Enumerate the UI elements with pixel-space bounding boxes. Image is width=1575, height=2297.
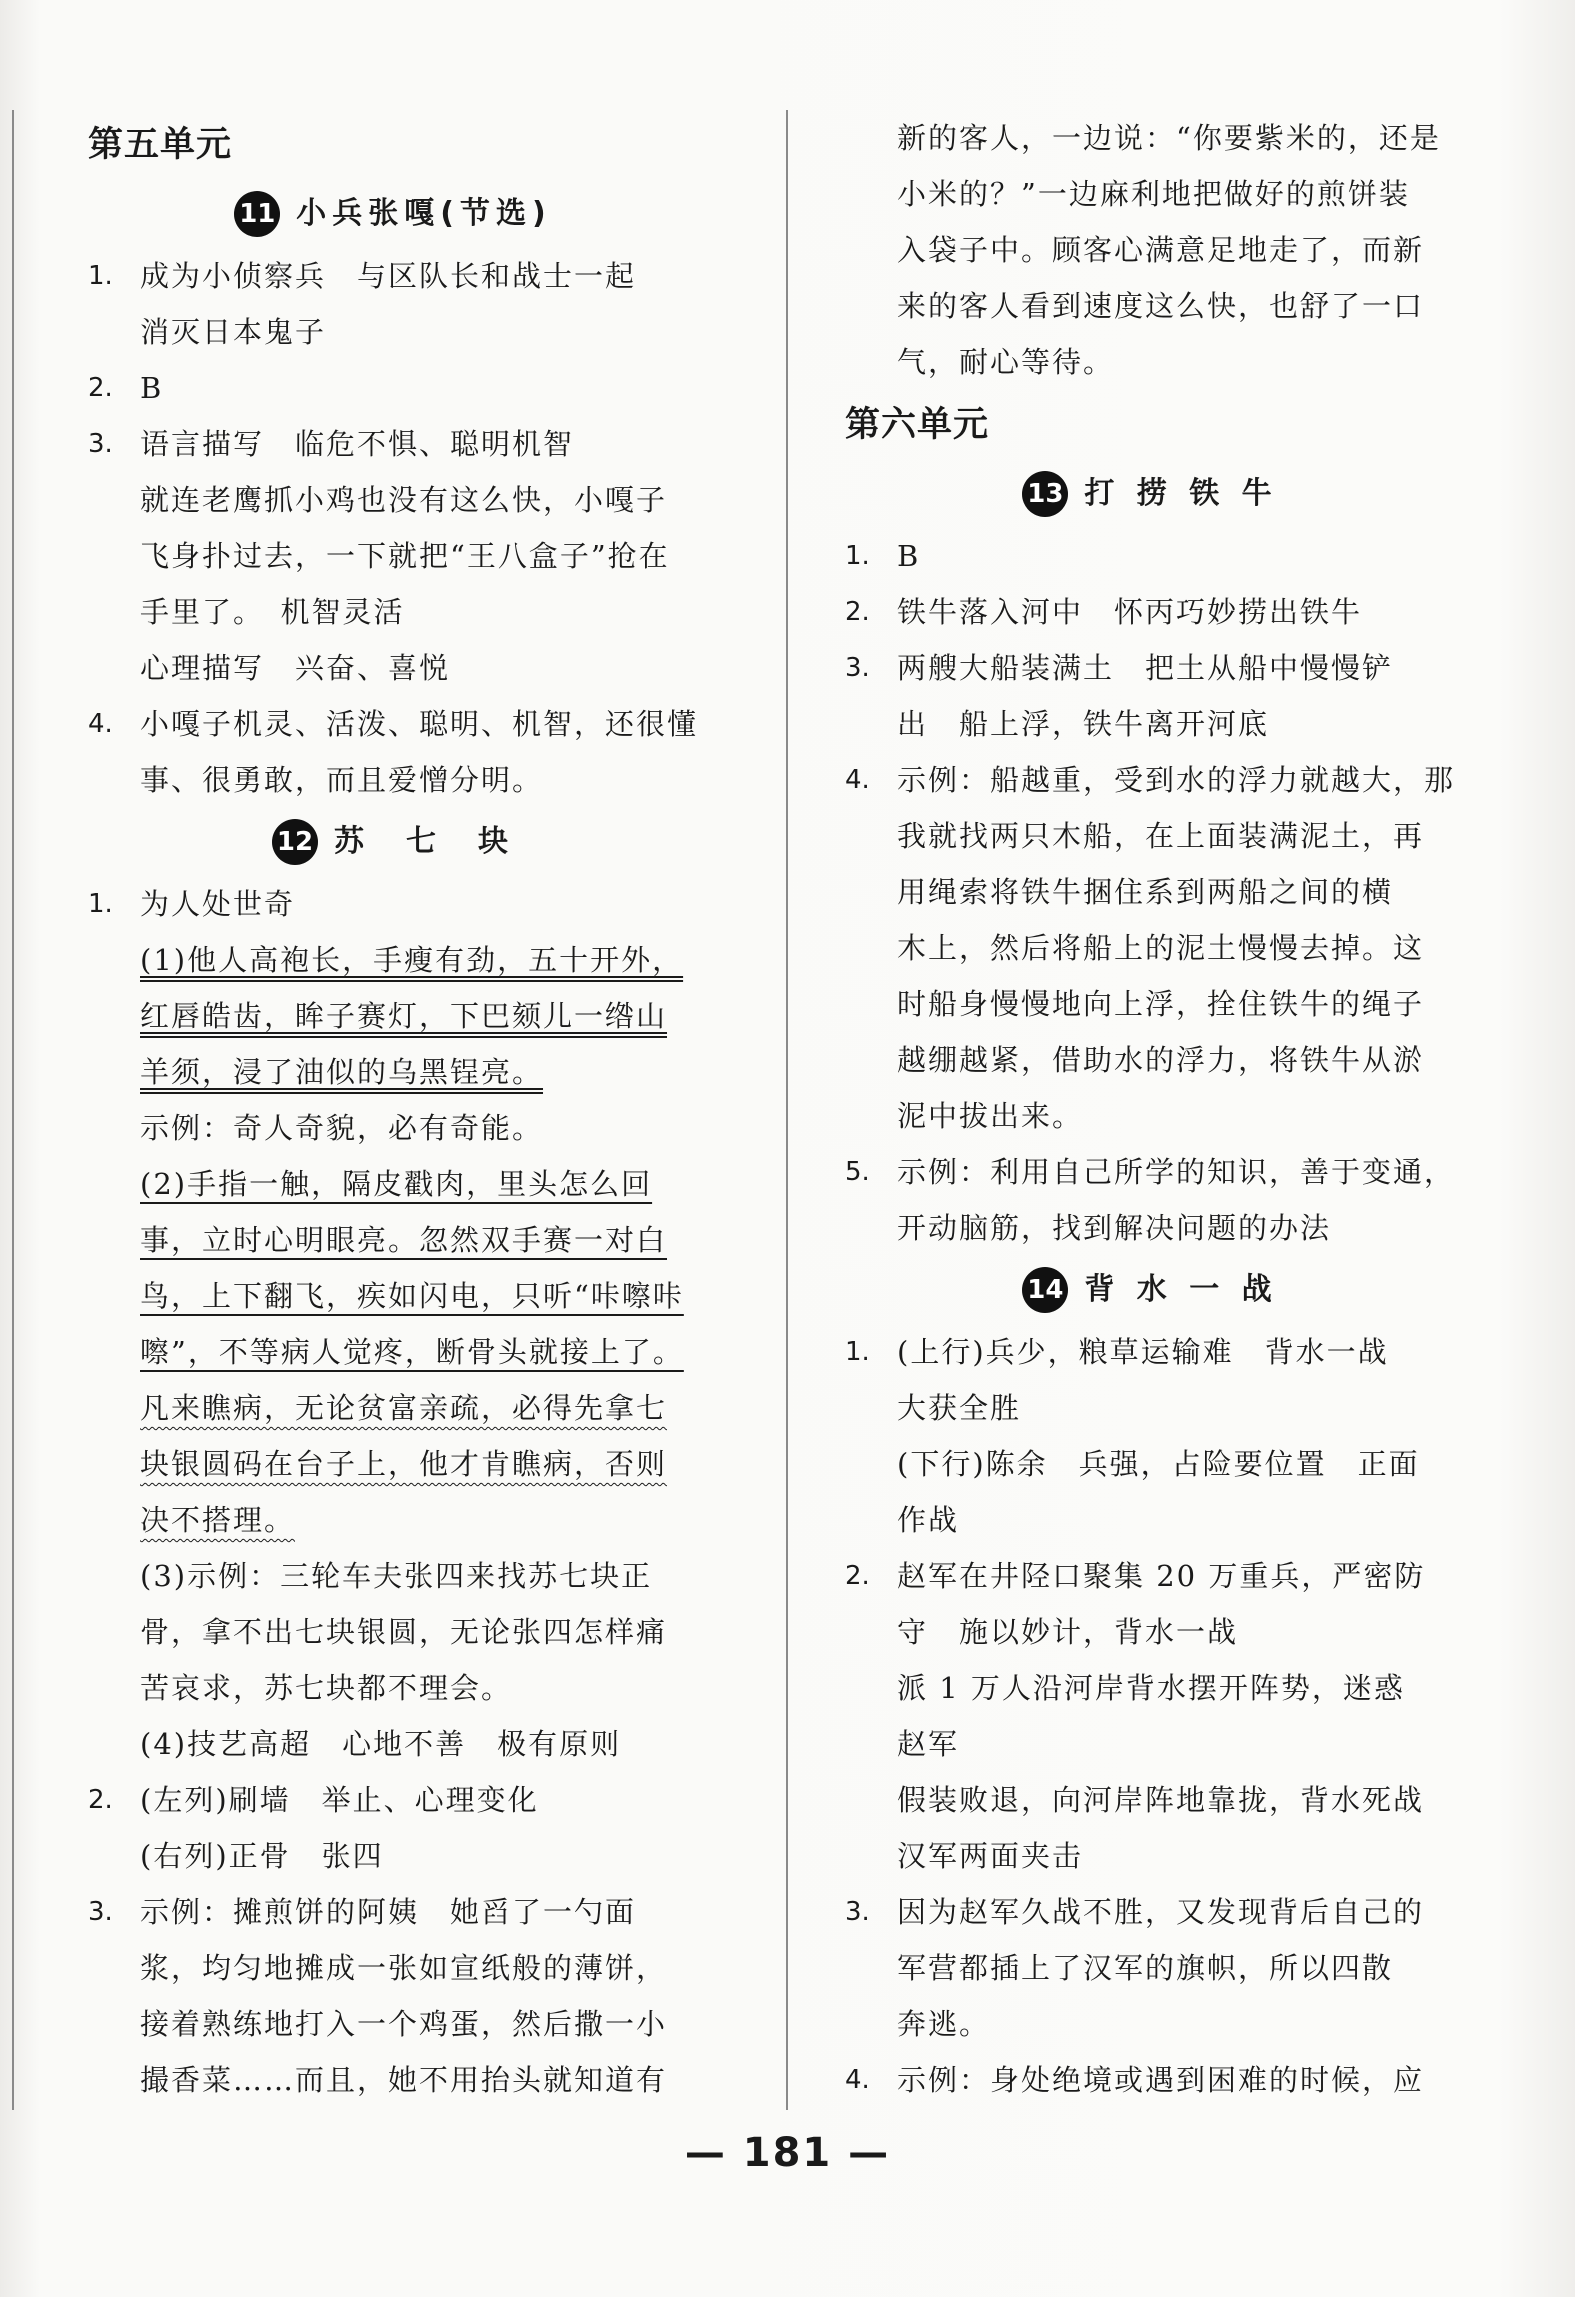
answer-text: 示例：身处绝境或遇到困难的时候，应 bbox=[897, 2063, 1425, 2097]
answer-number: 2. bbox=[88, 1785, 113, 1815]
lesson-13-heading bbox=[845, 462, 1455, 526]
left-column bbox=[88, 110, 698, 2108]
underlined-text: 红唇皓齿，眸子赛灯，下巴颏儿一绺山 bbox=[140, 999, 668, 1033]
answer-line: 事、很勇敢，而且爱憎分明。 bbox=[140, 763, 544, 797]
answer-number: 1. bbox=[845, 1337, 870, 1367]
lesson-number-badge: 14 bbox=[1022, 1267, 1068, 1313]
answer-number: 4. bbox=[88, 709, 113, 739]
lesson-12-heading bbox=[88, 810, 698, 874]
lesson-14-heading bbox=[845, 1258, 1455, 1322]
wavy-underlined-text: 块银圆码在台子上，他才肯瞧病，否则 bbox=[140, 1447, 668, 1481]
answer-number: 3. bbox=[845, 653, 870, 683]
answer-line: 就连老鹰抓小鸡也没有这么快，小嘎子 bbox=[140, 483, 668, 517]
answer-text: 成为小侦察兵 与区队长和战士一起 bbox=[140, 259, 637, 293]
answer-item bbox=[88, 1772, 698, 1828]
answer-line: 消灭日本鬼子 bbox=[140, 315, 327, 349]
answer-line: 气，耐心等待。 bbox=[897, 345, 1115, 379]
answer-number: 2. bbox=[845, 597, 870, 627]
answer-line: 汉军两面夹击 bbox=[897, 1839, 1084, 1873]
continued-answer bbox=[845, 110, 1455, 390]
answer-line bbox=[88, 932, 698, 988]
answer-line: 军营都插上了汉军的旗帜，所以四散 bbox=[897, 1951, 1394, 1985]
answer-line bbox=[88, 1436, 698, 1492]
answer-line: 派 1 万人沿河岸背水摆开阵势，迷惑 bbox=[897, 1671, 1405, 1705]
underlined-text: (1)他人高袍长，手瘦有劲，五十开外， bbox=[140, 943, 684, 977]
lesson-13-answers bbox=[845, 528, 1455, 1256]
answer-line bbox=[88, 988, 698, 1044]
answer-text: (上行)兵少，粮草运输难 背水一战 bbox=[897, 1335, 1389, 1369]
underlined-text: 嚓”，不等病人觉疼，断骨头就接上了。 bbox=[140, 1335, 684, 1369]
answer-text: 两艘大船装满土 把土从船中慢慢铲 bbox=[897, 651, 1394, 685]
answer-item bbox=[88, 876, 698, 932]
answer-line: 木上，然后将船上的泥土慢慢去掉。这 bbox=[897, 931, 1425, 965]
lesson-title: 背 水 一 战 bbox=[1084, 1272, 1278, 1307]
answer-line bbox=[88, 1044, 698, 1100]
unit-title-6: 第六单元 bbox=[845, 405, 990, 445]
answer-line: (右列)正骨 张四 bbox=[140, 1839, 384, 1873]
answer-line bbox=[88, 1268, 698, 1324]
underlined-text: 鸟，上下翻飞，疾如闪电，只听“咔嚓咔 bbox=[140, 1279, 684, 1313]
answer-item bbox=[88, 1884, 698, 1940]
answer-line bbox=[88, 1380, 698, 1436]
answer-line: 苦哀求，苏七块都不理会。 bbox=[140, 1671, 513, 1705]
answer-line: 心理描写 兴奋、喜悦 bbox=[140, 651, 451, 685]
left-margin-line bbox=[12, 110, 14, 2110]
answer-number: 4. bbox=[845, 2065, 870, 2095]
lesson-title: 打 捞 铁 牛 bbox=[1084, 476, 1278, 511]
answer-line: 出 船上浮，铁牛离开河底 bbox=[897, 707, 1270, 741]
answer-item bbox=[845, 2052, 1455, 2108]
answer-item bbox=[845, 752, 1455, 808]
lesson-number-badge: 13 bbox=[1022, 471, 1068, 517]
answer-text: B bbox=[897, 539, 921, 573]
wavy-underlined-text: 决不搭理。 bbox=[140, 1503, 296, 1537]
wavy-underlined-text: 凡来瞧病，无论贫富亲疏，必得先拿七 bbox=[140, 1391, 668, 1425]
answer-item bbox=[88, 360, 698, 416]
answer-line: 作战 bbox=[897, 1503, 960, 1537]
answer-number: 1. bbox=[845, 541, 870, 571]
answer-item bbox=[845, 1144, 1455, 1200]
unit-title-5: 第五单元 bbox=[88, 125, 233, 165]
answer-number: 1. bbox=[88, 889, 113, 919]
answer-line: 守 施以妙计，背水一战 bbox=[897, 1615, 1239, 1649]
answer-line: 小米的？”一边麻利地把做好的煎饼装 bbox=[897, 177, 1410, 211]
lesson-11-answers bbox=[88, 248, 698, 808]
answer-text: (左列)刷墙 举止、心理变化 bbox=[140, 1783, 539, 1817]
page-number: — 181 — bbox=[684, 2130, 891, 2176]
underlined-text: (2)手指一触，隔皮戳肉，里头怎么回 bbox=[140, 1167, 653, 1201]
answer-text: 示例：船越重，受到水的浮力就越大，那 bbox=[897, 763, 1456, 797]
answer-number: 4. bbox=[845, 765, 870, 795]
lesson-title: 苏 七 块 bbox=[334, 824, 514, 859]
right-column bbox=[845, 110, 1455, 2108]
column-divider bbox=[786, 110, 788, 2110]
answer-text: 语言描写 临危不惧、聪明机智 bbox=[140, 427, 575, 461]
answer-number: 5. bbox=[845, 1157, 870, 1187]
answer-text: 示例：利用自己所学的知识，善于变通， bbox=[897, 1155, 1456, 1189]
answer-item bbox=[845, 584, 1455, 640]
answer-line: 来的客人看到速度这么快，也舒了一口 bbox=[897, 289, 1425, 323]
answer-line: 假装败退，向河岸阵地靠拢，背水死战 bbox=[897, 1783, 1425, 1817]
answer-line: 新的客人，一边说：“你要紫米的，还是 bbox=[897, 121, 1441, 155]
answer-line: 接着熟练地打入一个鸡蛋，然后撒一小 bbox=[140, 2007, 668, 2041]
answer-line: 时船身慢慢地向上浮，拴住铁牛的绳子 bbox=[897, 987, 1425, 1021]
answer-line: 手里了。 机智灵活 bbox=[140, 595, 405, 629]
answer-line: 我就找两只木船，在上面装满泥土，再 bbox=[897, 819, 1425, 853]
answer-text: B bbox=[140, 371, 164, 405]
answer-number: 2. bbox=[88, 373, 113, 403]
answer-text: 赵军在井陉口聚集 20 万重兵，严密防 bbox=[897, 1559, 1426, 1593]
answer-line: (下行)陈余 兵强，占险要位置 正面 bbox=[897, 1447, 1420, 1481]
answer-line: 用绳索将铁牛捆住系到两船之间的横 bbox=[897, 875, 1394, 909]
answer-line: 越绷越紧，借助水的浮力，将铁牛从淤 bbox=[897, 1043, 1425, 1077]
underlined-text: 羊须，浸了油似的乌黑锃亮。 bbox=[140, 1055, 544, 1089]
answer-number: 1. bbox=[88, 261, 113, 291]
answer-number: 3. bbox=[88, 1897, 113, 1927]
answer-line bbox=[88, 1212, 698, 1268]
answer-item bbox=[845, 1548, 1455, 1604]
answer-text: 铁牛落入河中 怀丙巧妙捞出铁牛 bbox=[897, 595, 1363, 629]
answer-line bbox=[88, 1156, 698, 1212]
answer-text: 为人处世奇 bbox=[140, 887, 296, 921]
answer-number: 3. bbox=[845, 1897, 870, 1927]
answer-item bbox=[845, 640, 1455, 696]
answer-number: 3. bbox=[88, 429, 113, 459]
answer-line: 入袋子中。顾客心满意足地走了，而新 bbox=[897, 233, 1425, 267]
lesson-14-answers bbox=[845, 1324, 1455, 2108]
lesson-12-answers bbox=[88, 876, 698, 2108]
answer-line: 奔逃。 bbox=[897, 2007, 991, 2041]
answer-line: (3)示例：三轮车夫张四来找苏七块正 bbox=[140, 1559, 653, 1593]
answer-item bbox=[88, 696, 698, 752]
answer-line: 浆，均匀地摊成一张如宣纸般的薄饼， bbox=[140, 1951, 668, 1985]
answer-item bbox=[88, 248, 698, 304]
answer-line: 飞身扑过去，一下就把“王八盒子”抢在 bbox=[140, 539, 670, 573]
answer-line: 撮香菜……而且，她不用抬头就知道有 bbox=[140, 2063, 668, 2097]
lesson-number-badge: 12 bbox=[272, 819, 318, 865]
answer-line bbox=[88, 1492, 698, 1548]
lesson-number-badge: 11 bbox=[234, 191, 280, 237]
answer-text: 示例：摊煎饼的阿姨 她舀了一勺面 bbox=[140, 1895, 637, 1929]
answer-item bbox=[845, 1884, 1455, 1940]
answer-line: 大获全胜 bbox=[897, 1391, 1022, 1425]
answer-number: 2. bbox=[845, 1561, 870, 1591]
answer-line: 开动脑筋，找到解决问题的办法 bbox=[897, 1211, 1332, 1245]
answer-line: 骨，拿不出七块银圆，无论张四怎样痛 bbox=[140, 1615, 668, 1649]
answer-text: 小嘎子机灵、活泼、聪明、机智，还很懂 bbox=[140, 707, 699, 741]
underlined-text: 事，立时心明眼亮。忽然双手赛一对白 bbox=[140, 1223, 668, 1257]
answer-text: 因为赵军久战不胜，又发现背后自己的 bbox=[897, 1895, 1425, 1929]
answer-item bbox=[845, 1324, 1455, 1380]
answer-item bbox=[88, 416, 698, 472]
lesson-title: 小兵张嘎(节选) bbox=[296, 196, 552, 231]
answer-line: 泥中拔出来。 bbox=[897, 1099, 1084, 1133]
answer-line bbox=[88, 1324, 698, 1380]
answer-item bbox=[845, 528, 1455, 584]
answer-line: 示例：奇人奇貌，必有奇能。 bbox=[140, 1111, 544, 1145]
answer-line: 赵军 bbox=[897, 1727, 960, 1761]
answer-line: (4)技艺高超 心地不善 极有原则 bbox=[140, 1727, 622, 1761]
lesson-11-heading bbox=[88, 182, 698, 246]
